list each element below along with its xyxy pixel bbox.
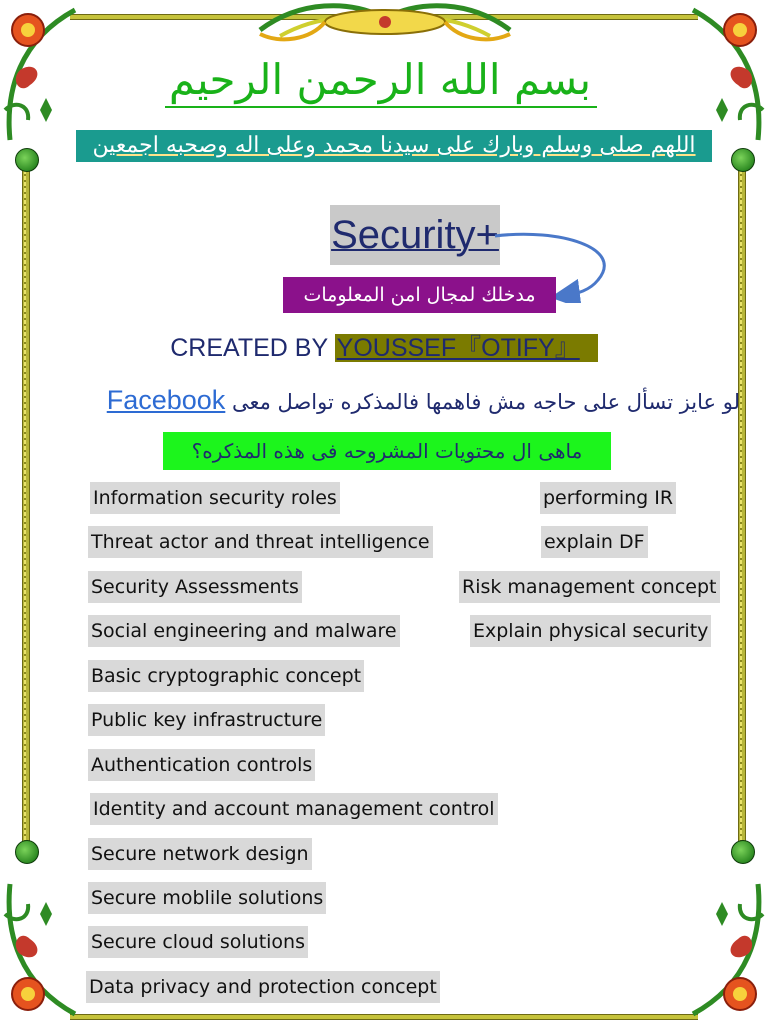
frame-left-vine bbox=[22, 170, 30, 850]
author-line bbox=[0, 330, 768, 366]
topic-item: Secure network design bbox=[88, 838, 312, 870]
salat-text: اللهم صلى وسلم وبارك على سيدنا محمد وعلى اله وصحبه اجمعين bbox=[92, 133, 696, 158]
frame-bottom-line bbox=[70, 1014, 698, 1020]
topic-item: Authentication controls bbox=[88, 749, 315, 781]
contact-text: لو عايز تسأل على حاجه مش فاهمها فالمذكره تواصل معى bbox=[225, 390, 740, 414]
topic-item: Public key infrastructure bbox=[88, 704, 325, 736]
facebook-link[interactable]: Facebook bbox=[106, 385, 226, 415]
topic-item: Data privacy and protection concept bbox=[86, 971, 440, 1003]
right-bottom-bead-ornament bbox=[731, 840, 755, 864]
topic-item: Social engineering and malware bbox=[88, 615, 400, 647]
topic-item: performing IR bbox=[540, 482, 676, 514]
right-top-bead-ornament bbox=[731, 148, 755, 172]
course-title-text: Security+ bbox=[331, 213, 499, 257]
frame-right-vine bbox=[738, 170, 746, 850]
topic-item: Security Assessments bbox=[88, 571, 302, 603]
basmala-heading: بسم الله الرحمن الرحيم bbox=[168, 55, 592, 104]
topic-item: Secure moblile solutions bbox=[88, 882, 326, 914]
corner-ornament-bottom-left bbox=[0, 874, 80, 1024]
salat-banner bbox=[76, 130, 712, 162]
corner-ornament-top-left bbox=[0, 0, 80, 150]
corner-ornament-bottom-right bbox=[688, 874, 768, 1024]
course-title bbox=[330, 205, 500, 265]
topic-item: Threat actor and threat intelligence bbox=[88, 526, 433, 558]
topic-item: Information security roles bbox=[90, 482, 340, 514]
topic-item: Basic cryptographic concept bbox=[88, 660, 364, 692]
topic-item: explain DF bbox=[541, 526, 648, 558]
author-name: YOUSSEF『OTIFY』 bbox=[335, 334, 598, 362]
corner-ornament-top-right bbox=[688, 0, 768, 150]
course-subtitle: مدخلك لمجال امن المعلومات bbox=[283, 277, 556, 313]
contents-question: ماهى ال محتويات المشروحه فى هذه المذكره؟ bbox=[163, 432, 611, 470]
left-top-bead-ornament bbox=[15, 148, 39, 172]
basmala-underline bbox=[165, 106, 597, 108]
topic-item: Secure cloud solutions bbox=[88, 926, 308, 958]
contact-line bbox=[40, 378, 740, 424]
topic-item: Explain physical security bbox=[470, 615, 711, 647]
topic-item: Identity and account management control bbox=[90, 793, 498, 825]
created-by-label: CREATED BY bbox=[170, 334, 335, 362]
topic-item: Risk management concept bbox=[459, 571, 720, 603]
left-bottom-bead-ornament bbox=[15, 840, 39, 864]
top-scroll-ornament bbox=[240, 0, 530, 52]
